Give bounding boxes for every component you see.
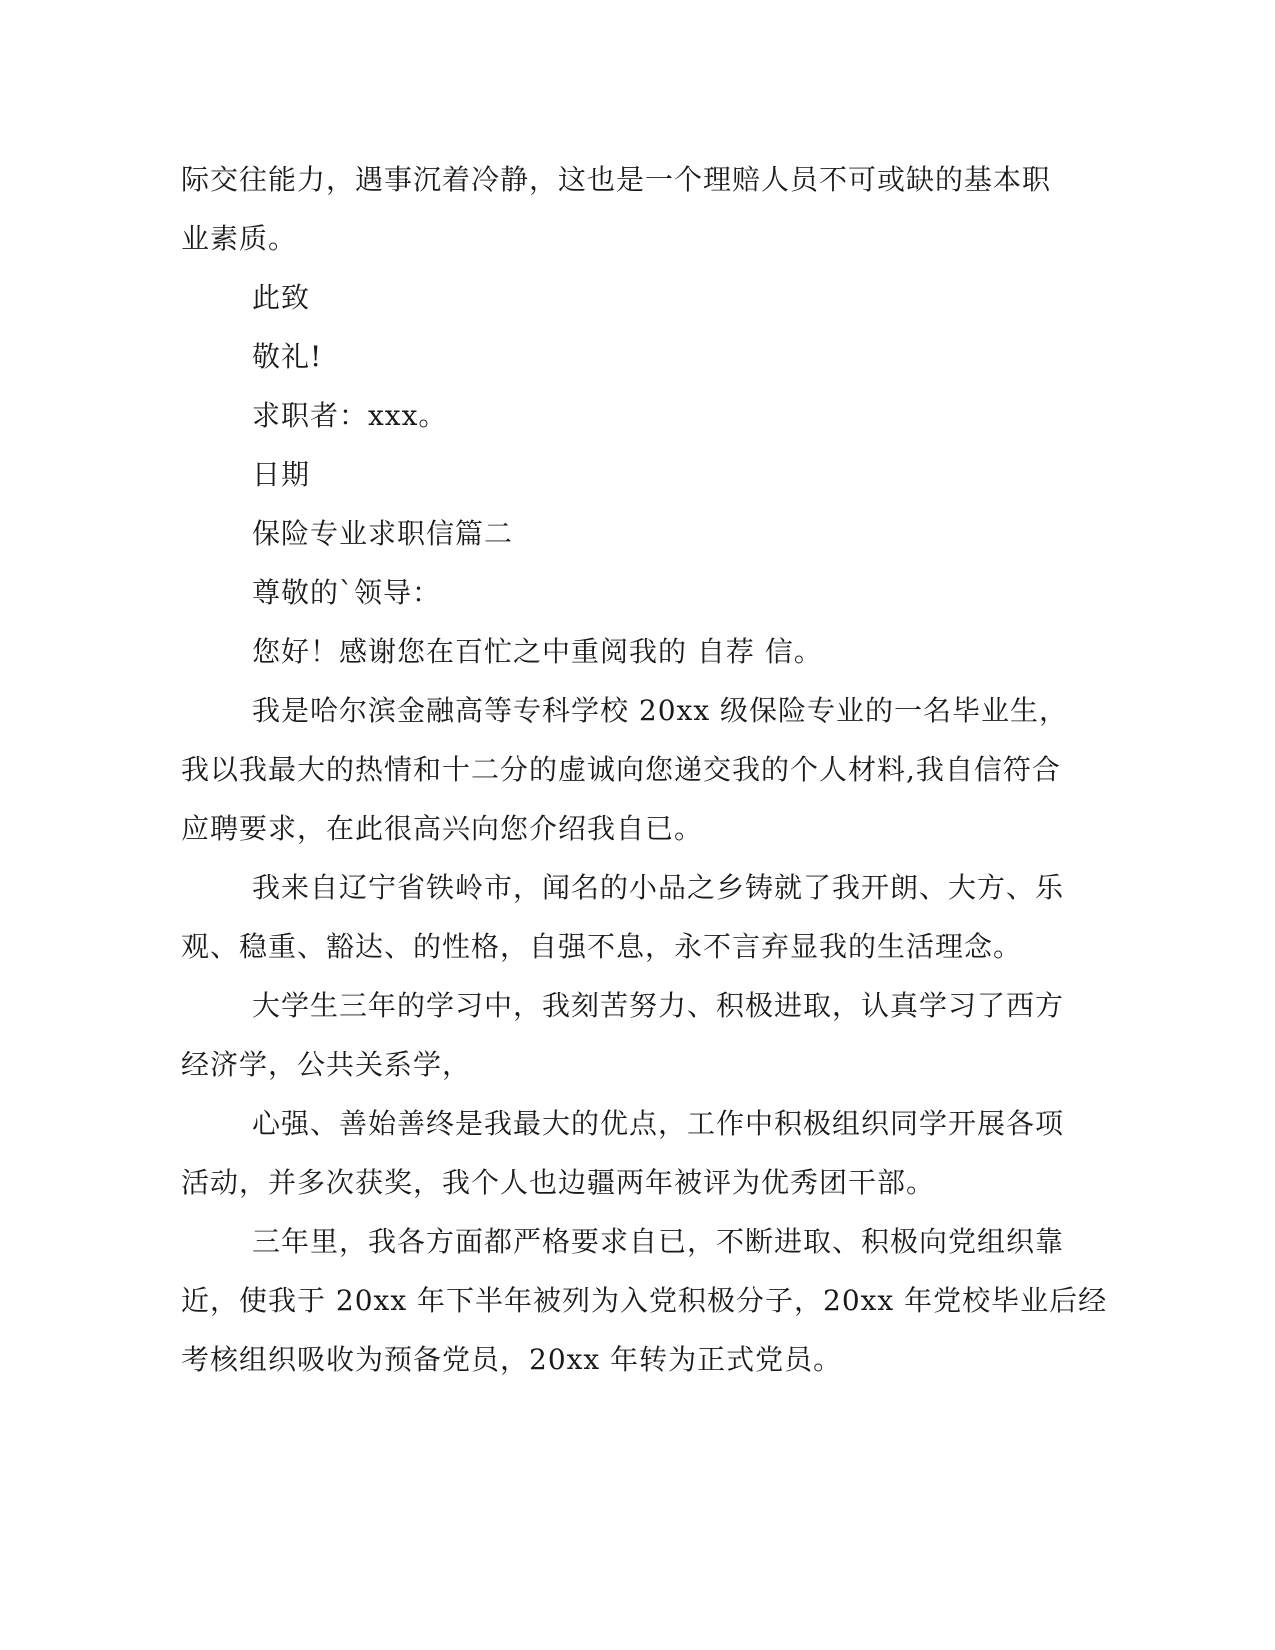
text-line: 活动，并多次获奖，我个人也边疆两年被评为优秀团干部。 [181,1166,936,1199]
text-line: 敬礼! [252,340,323,373]
text-line: 日期 [252,458,311,491]
text-line: 大学生三年的学习中，我刻苦努力、积极进取，认真学习了西方 [252,989,1065,1022]
text-line: 际交往能力，遇事沉着冷静，这也是一个理赔人员不可或缺的基本职 [181,163,1052,196]
text-line: 三年里，我各方面都严格要求自已，不断进取、积极向党组织靠 [252,1225,1065,1258]
text-line: 我是哈尔滨金融高等专科学校 20xx 级保险专业的一名毕业生， [252,694,1069,727]
text-line: 应聘要求，在此很高兴向您介绍我自已。 [181,812,704,845]
text-line: 观、稳重、豁达、的性格，自强不息，永不言弃显我的生活理念。 [181,930,1023,963]
text-line: 尊敬的`领导： [252,576,442,609]
text-line: 经济学，公共关系学， [181,1048,472,1081]
text-line: 近，使我于 20xx 年下半年被列为入党积极分子，20xx 年党校毕业后经 [181,1284,1108,1317]
text-line: 此致 [252,281,311,314]
text-line: 我来自辽宁省铁岭市，闻名的小品之乡铸就了我开朗、大方、乐 [252,871,1065,904]
text-line: 考核组织吸收为预备党员，20xx 年转为正式党员。 [181,1343,843,1376]
text-line: 我以我最大的热情和十二分的虚诚向您递交我的个人材料,我自信符合 [181,753,1061,786]
section-heading: 保险专业求职信篇二 [252,517,514,550]
text-line: 业素质。 [181,222,298,255]
text-line: 心强、善始善终是我最大的优点，工作中积极组织同学开展各项 [252,1107,1065,1140]
text-line: 求职者：xxx。 [252,399,448,432]
text-line: 您好！感谢您在百忙之中重阅我的 自荐 信。 [252,635,823,668]
